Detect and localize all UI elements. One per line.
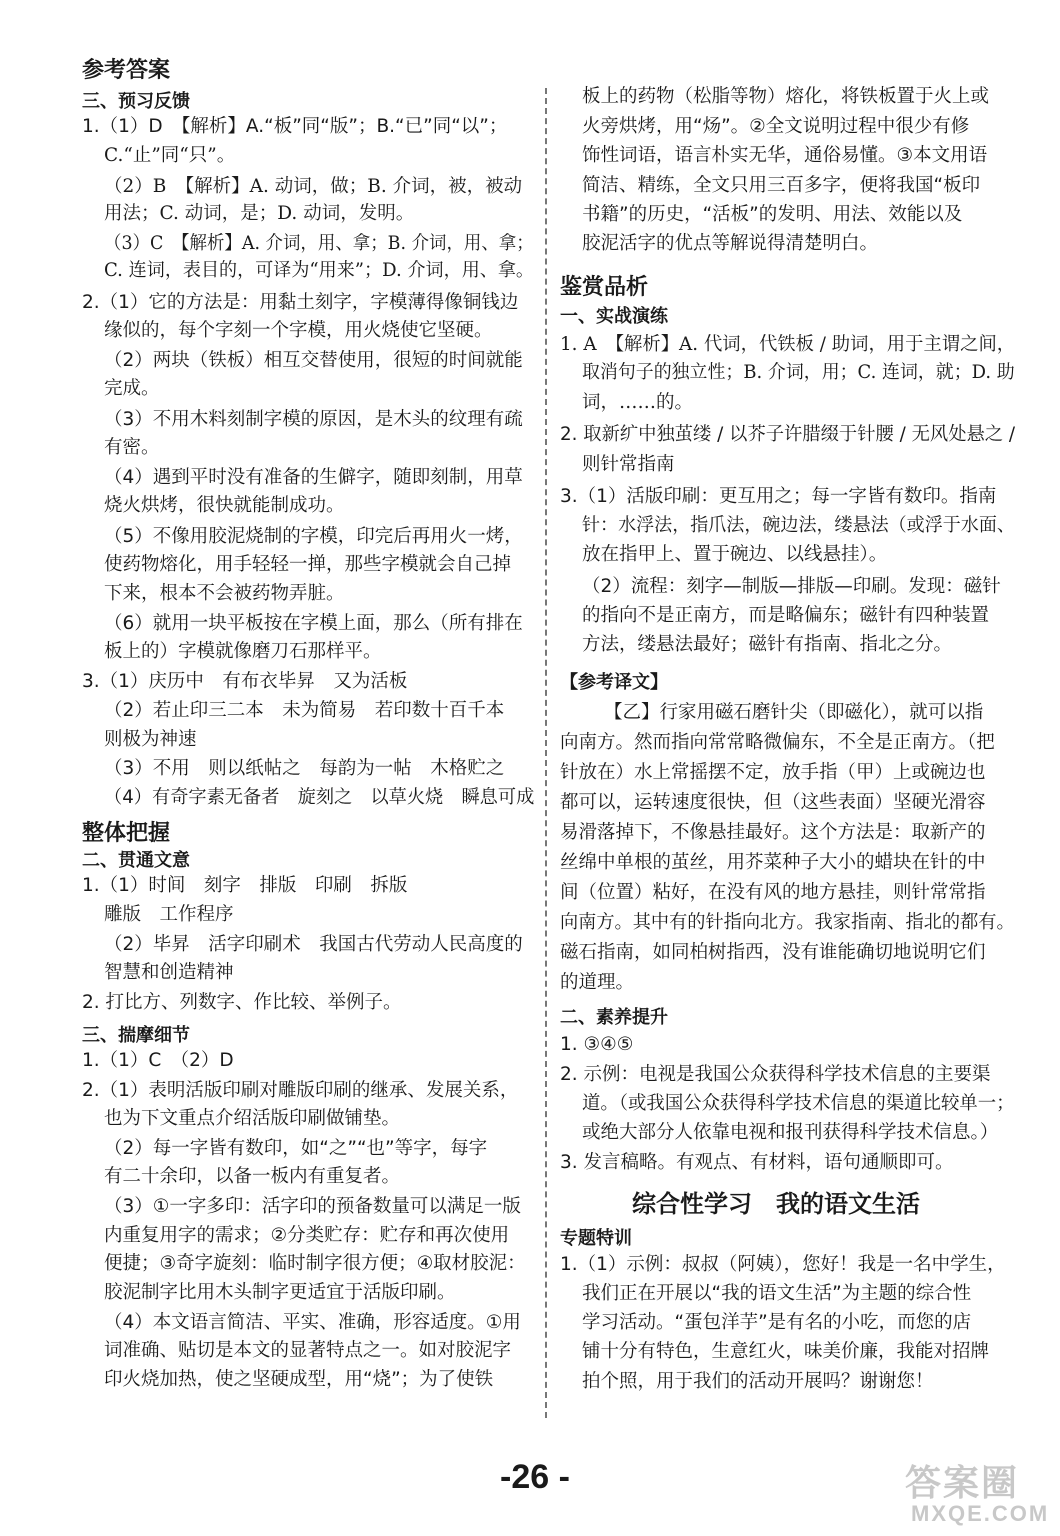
text-line: 的指向不是正南方，而是略偏东；磁针有四种装置 <box>582 605 990 626</box>
section-heading: 三、预习反馈 <box>82 91 190 112</box>
text-line: 丝绵中单根的茧丝，用芥菜种子大小的蜡块在针的中 <box>560 852 986 873</box>
text-line: C.“止”同“只”。 <box>104 145 236 166</box>
text-line: （2）B 【解析】A. 动词，做；B. 介词，被，被动 <box>104 176 523 197</box>
text-line: （2）流程：刻字—制版—排版—印刷。发现：磁针 <box>582 576 1001 597</box>
text-line: 缘似的，每个字刻一个字模，用火烧使它坚硬。 <box>104 320 493 341</box>
text-line: 磁石指南，如同柏树指西，没有谁能确切地说明它们 <box>560 942 986 963</box>
text-line: 饰性词语，语言朴实无华，通俗易懂。③本文用语 <box>582 145 988 166</box>
text-line: 方法，缕悬法最好；磁针有指南、指北之分。 <box>582 634 953 655</box>
text-line: （2）若止印三二本 未为简易 若印数十百千本 <box>104 700 505 721</box>
text-line: 放在指甲上、置于碗边、以线悬挂）。 <box>582 544 888 565</box>
text-line: 火旁烘烤，用“炀”。②全文说明过程中很少有修 <box>582 116 970 137</box>
text-line: 使药物熔化，用手轻轻一掸，那些字模就会自己掉 <box>104 554 512 575</box>
section-heading: 二、素养提升 <box>560 1007 668 1028</box>
text-line: 便捷；③奇字旋刻：临时制字很方便；④取材胶泥： <box>104 1253 526 1274</box>
text-line: 内重复用字的需求；②分类贮存：贮存和再次使用 <box>104 1225 510 1246</box>
text-line: 针放在）水上常摇摆不定，放手指（甲）上或碗边也 <box>560 762 986 783</box>
section-heading: 【参考译文】 <box>560 672 668 693</box>
section-heading: 参考答案 <box>82 58 171 83</box>
text-line: （3）不用木料刻制字模的原因，是木头的纹理有疏 <box>104 409 523 430</box>
text-line: 用法；C. 动词，是；D. 动词，发明。 <box>104 203 415 224</box>
text-line: 1.（1）D 【解析】A.“板”同“版”；B.“已”同“以”； <box>82 116 508 137</box>
watermark-url: MXQE.COM <box>911 1501 1050 1526</box>
text-line: 胶泥活字的优点等解说得清楚明白。 <box>582 233 879 254</box>
column-divider <box>545 88 547 1418</box>
text-line: 都可以，运转速度很快，但（这些表面）坚硬光滑容 <box>560 792 986 813</box>
page-number: -26 - <box>500 1458 570 1496</box>
text-line: 【乙】行家用磁石磨针尖（即磁化），就可以指 <box>604 702 984 723</box>
text-line: 板上的）字模就像磨刀石那样平。 <box>104 641 382 662</box>
section-heading: 二、贯通文意 <box>82 850 190 871</box>
text-line: 下来，根本不会被药物弄脏。 <box>104 583 345 604</box>
section-heading: 专题特训 <box>560 1228 632 1249</box>
section-heading: 一、实战演练 <box>560 306 668 327</box>
text-line: 有二十余印，以备一板内有重复者。 <box>104 1166 401 1187</box>
text-line: 间（位置）粘好，在没有风的地方悬挂，则针常常指 <box>560 882 986 903</box>
section-heading: 鉴赏品析 <box>560 275 649 300</box>
text-line: 铺十分有特色，生意红火，味美价廉，我能对招牌 <box>582 1341 990 1362</box>
text-line: 1.（1）时间 刻字 排版 印刷 拆版 <box>82 875 408 896</box>
text-line: 学习活动。“蛋包洋芋”是有名的小吃，而您的店 <box>582 1312 972 1333</box>
text-line: （5）不像用胶泥烧制的字模，印完后再用火一烤， <box>104 526 523 547</box>
text-line: 道。（或我国公众获得科学技术信息的渠道比较单一； <box>582 1093 1015 1114</box>
text-line: 取消句子的独立性；B. 介词，用；C. 连词，就；D. 助 <box>582 362 1015 383</box>
text-line: 1. A 【解析】A. 代词，代铁板 / 助词，用于主谓之间， <box>560 334 1016 355</box>
text-line: 胶泥制字比用木头制字更适宜于活版印刷。 <box>104 1282 456 1303</box>
text-line: 2.（1）表明活版印刷对雕版印刷的继承、发展关系， <box>82 1080 519 1101</box>
text-line: 我们正在开展以“我的语文生活”为主题的综合性 <box>582 1283 972 1304</box>
text-line: 向南方。其中有的针指向北方。我家指南、指北的都有。 <box>560 912 1015 933</box>
text-line: 完成。 <box>104 378 160 399</box>
text-line: 书籍”的历史，“活板”的发明、用法、效能以及 <box>582 204 963 225</box>
text-line: 1.（1）示例：叔叔（阿姨），您好！我是一名中学生， <box>560 1254 1006 1275</box>
text-line: 则极为神速 <box>104 729 197 750</box>
text-line: （4）遇到平时没有准备的生僻字，随即刻制，用草 <box>104 467 523 488</box>
text-line: 印火烧加热，使之坚硬成型，用“烧”；为了使铁 <box>104 1369 494 1390</box>
text-line: （6）就用一块平板按在字模上面，那么（所有排在 <box>104 613 523 634</box>
text-line: 词，……的。 <box>582 392 694 413</box>
topic-title: 综合性学习 我的语文生活 <box>632 1190 920 1218</box>
text-line: 3. 发言稿略。有观点、有材料，语句通顺即可。 <box>560 1152 954 1173</box>
text-line: 或绝大部分人依靠电视和报刊获得科学技术信息。） <box>582 1122 999 1143</box>
text-line: （3）不用 则以纸帖之 每韵为一帖 木格贮之 <box>104 758 505 779</box>
text-line: （2）两块（铁板）相互交替使用，很短的时间就能 <box>104 350 523 371</box>
text-line: （3）①一字多印：活字印的预备数量可以满足一版 <box>104 1196 521 1217</box>
text-line: 2. 取新纩中独茧缕 / 以芥子许腊缀于针腰 / 无风处悬之 / <box>560 424 1016 445</box>
text-line: 3.（1）庆历中 有布衣毕昇 又为活板 <box>82 671 408 692</box>
text-line: 拍个照，用于我们的活动开展吗？谢谢您！ <box>582 1371 934 1392</box>
text-line: C. 连词，表目的，可译为“用来”；D. 介词，用、拿。 <box>104 260 534 281</box>
text-line: 有密。 <box>104 437 160 458</box>
text-line: （2）毕昇 活字印刷术 我国古代劳动人民高度的 <box>104 934 523 955</box>
watermark-text: 答案圈 <box>905 1463 1020 1504</box>
text-line: 烧火烘烤，很快就能制成功。 <box>104 495 345 516</box>
text-line: 3.（1）活版印刷：更互用之；每一字皆有数印。指南 <box>560 486 997 507</box>
text-line: 词准确、贴切是本文的显著特点之一。如对胶泥字 <box>104 1340 512 1361</box>
section-heading: 整体把握 <box>82 821 171 846</box>
text-line: 易滑落掉下，不像悬挂最好。这个方法是：取新产的 <box>560 822 986 843</box>
text-line: 2. 示例：电视是我国公众获得科学技术信息的主要渠 <box>560 1064 991 1085</box>
text-line: 2.（1）它的方法是：用黏土刻字，字模薄得像铜钱边 <box>82 292 519 313</box>
text-line: 针：水浮法，指爪法，碗边法，缕悬法（或浮于水面、 <box>582 515 1015 536</box>
text-line: 智慧和创造精神 <box>104 962 234 983</box>
section-heading: 三、揣摩细节 <box>82 1025 190 1046</box>
text-line: 则针常指南 <box>582 454 675 475</box>
text-line: （4）有奇字素无备者 旋刻之 以草火烧 瞬息可成 <box>104 787 535 808</box>
text-line: 2. 打比方、列数字、作比较、举例子。 <box>82 992 402 1013</box>
text-line: （2）每一字皆有数印，如“之”“也”等字，每字 <box>104 1138 488 1159</box>
text-line: 板上的药物（松脂等物）熔化，将铁板置于火上或 <box>582 86 990 107</box>
watermark-logo <box>905 1455 1055 1533</box>
text-line: （3）C 【解析】A. 介词，用、拿；B. 介词，用、拿； <box>104 233 534 254</box>
text-line: 1.（1）C （2）D <box>82 1050 234 1071</box>
text-line: 1. ③④⑤ <box>560 1034 634 1055</box>
text-line: 也为下文重点介绍活版印刷做铺垫。 <box>104 1108 401 1129</box>
text-line: 雕版 工作程序 <box>104 904 234 925</box>
text-line: 的道理。 <box>560 972 635 993</box>
text-line: 简洁、精练，全文只用三百多字，便将我国“板印 <box>582 175 981 196</box>
text-line: 向南方。然而指向常常略微偏东，不全是正南方。（把 <box>560 732 995 753</box>
text-line: （4）本文语言简洁、平实、准确，形容适度。①用 <box>104 1312 521 1333</box>
